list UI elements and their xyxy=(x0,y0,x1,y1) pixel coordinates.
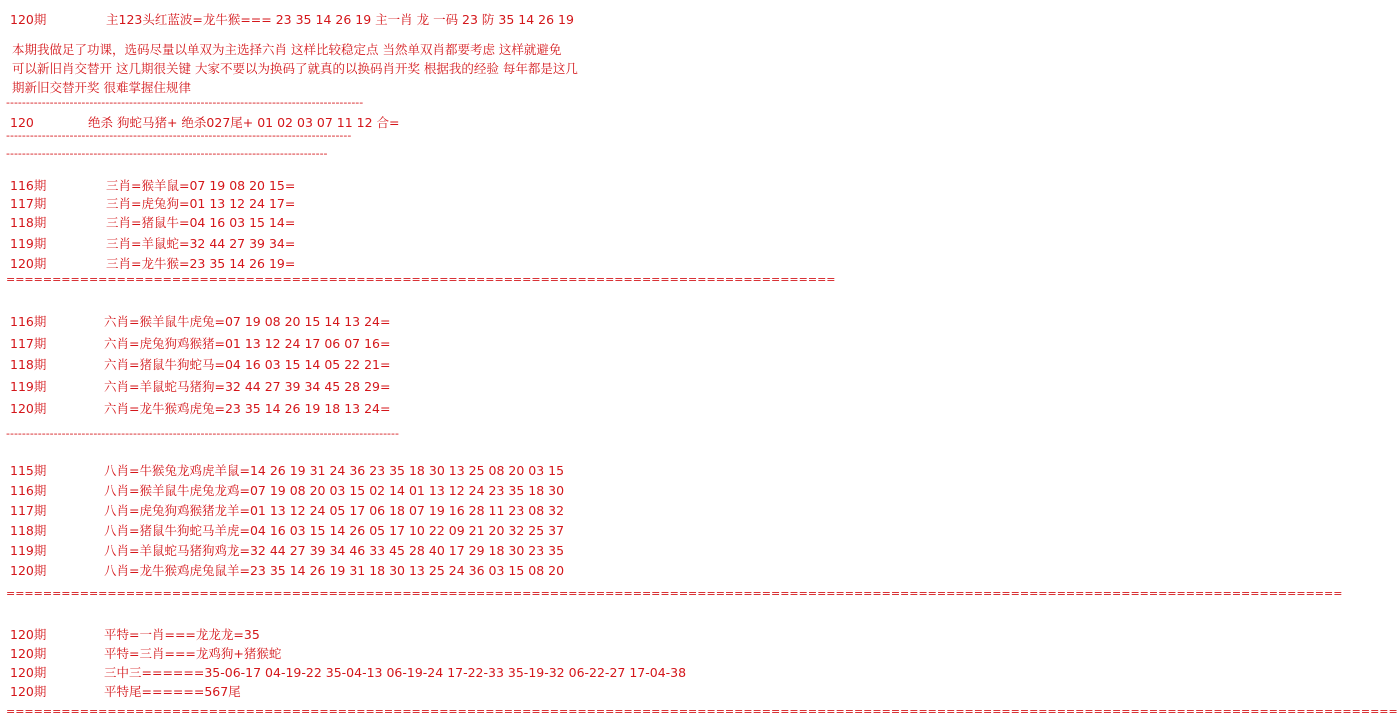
header-main-text: 主123头红蓝波=龙牛猴=== 23 35 14 26 19 主一肖 龙 一码 23 防 35 14 26 19 xyxy=(106,12,574,27)
list-item-text: 三肖=虎兔狗=01 13 12 24 17= xyxy=(106,196,296,211)
list-item-period: 117期 xyxy=(10,503,47,518)
list-item-text: 三肖=龙牛猴=23 35 14 26 19= xyxy=(106,256,296,271)
list-item-text: 平特=一肖===龙龙龙=35 xyxy=(104,627,260,642)
intro-line-2: 可以新旧肖交替开 这几期很关键 大家不要以为换码了就真的以换码肖开奖 根据我的经验 每年都是这几 xyxy=(12,61,578,76)
list-item-period: 120期 xyxy=(10,665,47,680)
list-item-text: 三肖=猴羊鼠=07 19 08 20 15= xyxy=(106,178,296,193)
list-item-text: 六肖=龙牛猴鸡虎兔=23 35 14 26 19 18 13 24= xyxy=(104,401,391,416)
separator-dash: --------------------------------------------------------------------------------------------------- xyxy=(6,427,399,440)
list-item-text: 六肖=猪鼠牛狗蛇马=04 16 03 15 14 05 22 21= xyxy=(104,357,391,372)
list-item-text: 八肖=猴羊鼠牛虎兔龙鸡=07 19 08 20 03 15 02 14 01 13 12 24 23 35 18 30 xyxy=(104,483,565,498)
list-item-period: 120期 xyxy=(10,684,47,699)
intro-line-3: 期新旧交替开奖 很难掌握住规律 xyxy=(12,80,191,95)
list-item-text: 三肖=羊鼠蛇=32 44 27 39 34= xyxy=(106,236,296,251)
list-item-period: 120期 xyxy=(10,646,47,661)
list-item-period: 120期 xyxy=(10,563,47,578)
jue-sha-period: 120 xyxy=(10,115,34,130)
list-item-text: 平特尾======567尾 xyxy=(104,684,241,699)
separator-equals: ========================================================================================== xyxy=(6,273,836,286)
list-item-period: 119期 xyxy=(10,543,47,558)
list-item-text: 八肖=猪鼠牛狗蛇马羊虎=04 16 03 15 14 26 05 17 10 22 09 21 20 32 25 37 xyxy=(104,523,565,538)
list-item-text: 六肖=猴羊鼠牛虎兔=07 19 08 20 15 14 13 24= xyxy=(104,314,391,329)
list-item-text: 八肖=龙牛猴鸡虎兔鼠羊=23 35 14 26 19 31 18 30 13 25 24 36 03 15 08 20 xyxy=(104,563,565,578)
list-item-period: 118期 xyxy=(10,357,47,372)
jue-sha-text: 绝杀 狗蛇马猪+ 绝杀027尾+ 01 02 03 07 11 12 合= xyxy=(88,115,400,130)
list-item-period: 118期 xyxy=(10,523,47,538)
separator-dash: ------------------------------------------------------------------------------------------ xyxy=(6,96,364,109)
list-item-period: 118期 xyxy=(10,215,47,230)
header-period: 120期 xyxy=(10,12,47,27)
separator-equals: ======================================================================================================================================================= xyxy=(6,705,1398,718)
list-item-period: 116期 xyxy=(10,314,47,329)
list-item-period: 119期 xyxy=(10,236,47,251)
list-item-text: 八肖=虎兔狗鸡猴猪龙羊=01 13 12 24 05 17 06 18 07 19 16 28 11 23 08 32 xyxy=(104,503,565,518)
list-item-text: 八肖=牛猴兔龙鸡虎羊鼠=14 26 19 31 24 36 23 35 18 30 13 25 08 20 03 15 xyxy=(104,463,565,478)
separator-dash: --------------------------------------------------------------------------------- xyxy=(6,147,328,160)
list-item-text: 六肖=虎兔狗鸡猴猪=01 13 12 24 17 06 07 16= xyxy=(104,336,391,351)
list-item-text: 三中三======35-06-17 04-19-22 35-04-13 06-19-24 17-22-33 35-19-32 06-22-27 17-04-38 xyxy=(104,665,687,680)
list-item-text: 八肖=羊鼠蛇马猪狗鸡龙=32 44 27 39 34 46 33 45 28 40 17 29 18 30 23 35 xyxy=(104,543,565,558)
list-item-period: 116期 xyxy=(10,178,47,193)
list-item-period: 117期 xyxy=(10,336,47,351)
separator-equals: ================================================================================================================================================= xyxy=(6,587,1343,600)
list-item-text: 六肖=羊鼠蛇马猪狗=32 44 27 39 34 45 28 29= xyxy=(104,379,391,394)
list-item-period: 120期 xyxy=(10,627,47,642)
list-item-text: 三肖=猪鼠牛=04 16 03 15 14= xyxy=(106,215,296,230)
list-item-period: 115期 xyxy=(10,463,47,478)
list-item-period: 120期 xyxy=(10,401,47,416)
list-item-period: 120期 xyxy=(10,256,47,271)
list-item-text: 平特=三肖===龙鸡狗+猪猴蛇 xyxy=(104,646,282,661)
list-item-period: 117期 xyxy=(10,196,47,211)
list-item-period: 119期 xyxy=(10,379,47,394)
intro-line-1: 本期我做足了功课，选码尽量以单双为主选择六肖 这样比较稳定点 当然单双肖都要考虑 这样就避免 xyxy=(12,42,562,57)
separator-dash: --------------------------------------------------------------------------------------- xyxy=(6,129,352,142)
list-item-period: 116期 xyxy=(10,483,47,498)
